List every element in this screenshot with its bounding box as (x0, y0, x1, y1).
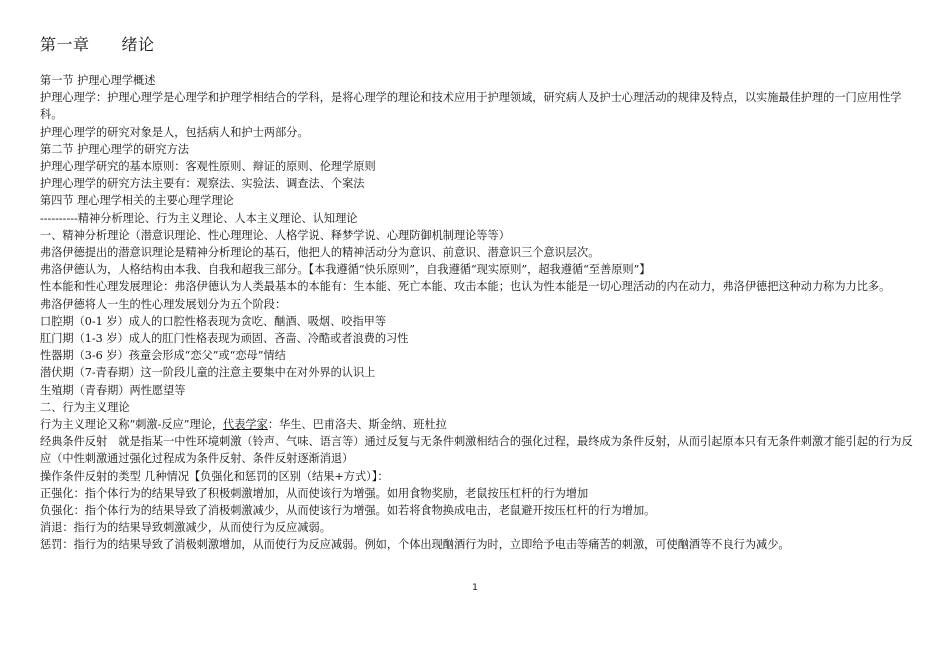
paragraph-punishment: 惩罚：指行为的结果导致了消极刺激增加，从而使行为反应减弱。例如，个体出现酗酒行为时，立即给予电击等痛苦的刺激，可使酗酒等不良行为减少。 (40, 538, 790, 552)
paragraph-personality: 弗洛伊德认为，人格结构由本我、自我和超我三部分。【本我遵循“快乐原则”，自我遵循“现实原则”，超我遵循“至善原则”】 (40, 263, 651, 277)
paragraph-research-object: 护理心理学的研究对象是人，包括病人和护士两部分。 (40, 125, 309, 139)
chapter-number: 第一章 (40, 35, 90, 54)
section-heading-4: 第四节 理心理学相关的主要心理学理论 (40, 194, 234, 208)
paragraph-unconscious: 弗洛伊德提出的潜意识理论是精神分析理论的基石，他把人的精神活动分为意识、前意识、潜意识三个意识层次。 (40, 246, 600, 260)
paragraph-classical-conditioning: 经典条件反射 就是指某一中性环境刺激（铃声、气味、语言等）通过反复与无条件刺激相结合的强化过程，最终成为条件反射，从而引起原本只有无条件刺激才能引起的行为反应（中性刺激通过强化过程成为条件反射、条件反射逐渐消退） (40, 435, 913, 466)
section-heading-2: 第二节 护理心理学的研究方法 (40, 142, 189, 156)
paragraph-operant-types: 操作条件反射的类型 几种情况【负强化和惩罚的区别（结果+方式）】： (40, 469, 389, 483)
page-number: 1 (472, 583, 478, 593)
theory-list: ----------精神分析理论、行为主义理论、人本主义理论、认知理论 (40, 211, 358, 225)
paragraph-instinct: 性本能和性心理发展理论：弗洛伊德认为人类最基本的本能有：生本能、死亡本能、攻击本能；也认为性本能是一切心理活动的内在动力，弗洛伊德把这种动力称为力比多。 (40, 280, 891, 294)
chapter-title (40, 34, 915, 56)
paragraph-stages-intro: 弗洛伊德将人一生的性心理发展划分为五个阶段： (40, 297, 287, 311)
subheading-psychoanalysis: 一、精神分析理论（潜意识理论、性心理理论、人格学说、释梦学说、心理防御机制理论等等） (40, 228, 510, 242)
paragraph-extinction: 消退：指行为的结果导致刺激减少，从而使行为反应减弱。 (40, 521, 331, 535)
section-heading-1: 第一节 护理心理学概述 (40, 74, 156, 87)
paragraph-behaviorism-representatives (40, 416, 915, 433)
behavior-prefix: 行为主义理论又称“刺激-反应”理论， (40, 418, 224, 432)
stage-genital: 生殖期（青春期）两性愿望等 (40, 383, 186, 397)
behavior-suffix: ：华生、巴甫洛夫、斯金纳、班杜拉 (267, 418, 447, 432)
stage-anal: 肛门期（1-3 岁）成人的肛门性格表现为顽固、吝啬、冷酷或者浪费的习性 (40, 332, 409, 346)
paragraph-definition: 护理心理学：护理心理学是心理学和护理学相结合的学科，是将心理学的理论和技术应用于护理领域，研究病人及护士心理活动的规律及特点，以实施最佳护理的一门应用性学科。 (40, 91, 902, 122)
stage-phallic: 性器期（3-6 岁）孩童会形成“恋父”或“恋母”情结 (40, 349, 286, 363)
subheading-behaviorism: 二、行为主义理论 (40, 400, 130, 414)
paragraph-principles: 护理心理学研究的基本原则：客观性原则、辩证的原则、伦理学原则 (40, 160, 376, 174)
paragraph-negative-reinforcement: 负强化：指个体行为的结果导致了消极刺激减少，从而使该行为增强。如若将食物换成电击，老鼠避开按压杠杆的行为增加。 (40, 504, 656, 518)
document-page (40, 34, 915, 554)
paragraph-methods: 护理心理学的研究方法主要有：观察法、实验法、调查法、个案法 (40, 177, 365, 191)
stage-latency: 潜伏期（7-青春期）这一阶段儿童的注意主要集中在对外界的认识上 (40, 366, 376, 380)
chapter-name: 绪论 (121, 35, 155, 54)
stage-oral: 口腔期（0-1 岁）成人的口腔性格表现为贪吃、酗酒、吸烟、咬指甲等 (40, 314, 387, 328)
behavior-underlined: 代表学家 (223, 418, 268, 432)
paragraph-positive-reinforcement: 正强化：指个体行为的结果导致了积极刺激增加，从而使该行为增强。如用食物奖励，老鼠按压杠杆的行为增加 (40, 486, 589, 500)
